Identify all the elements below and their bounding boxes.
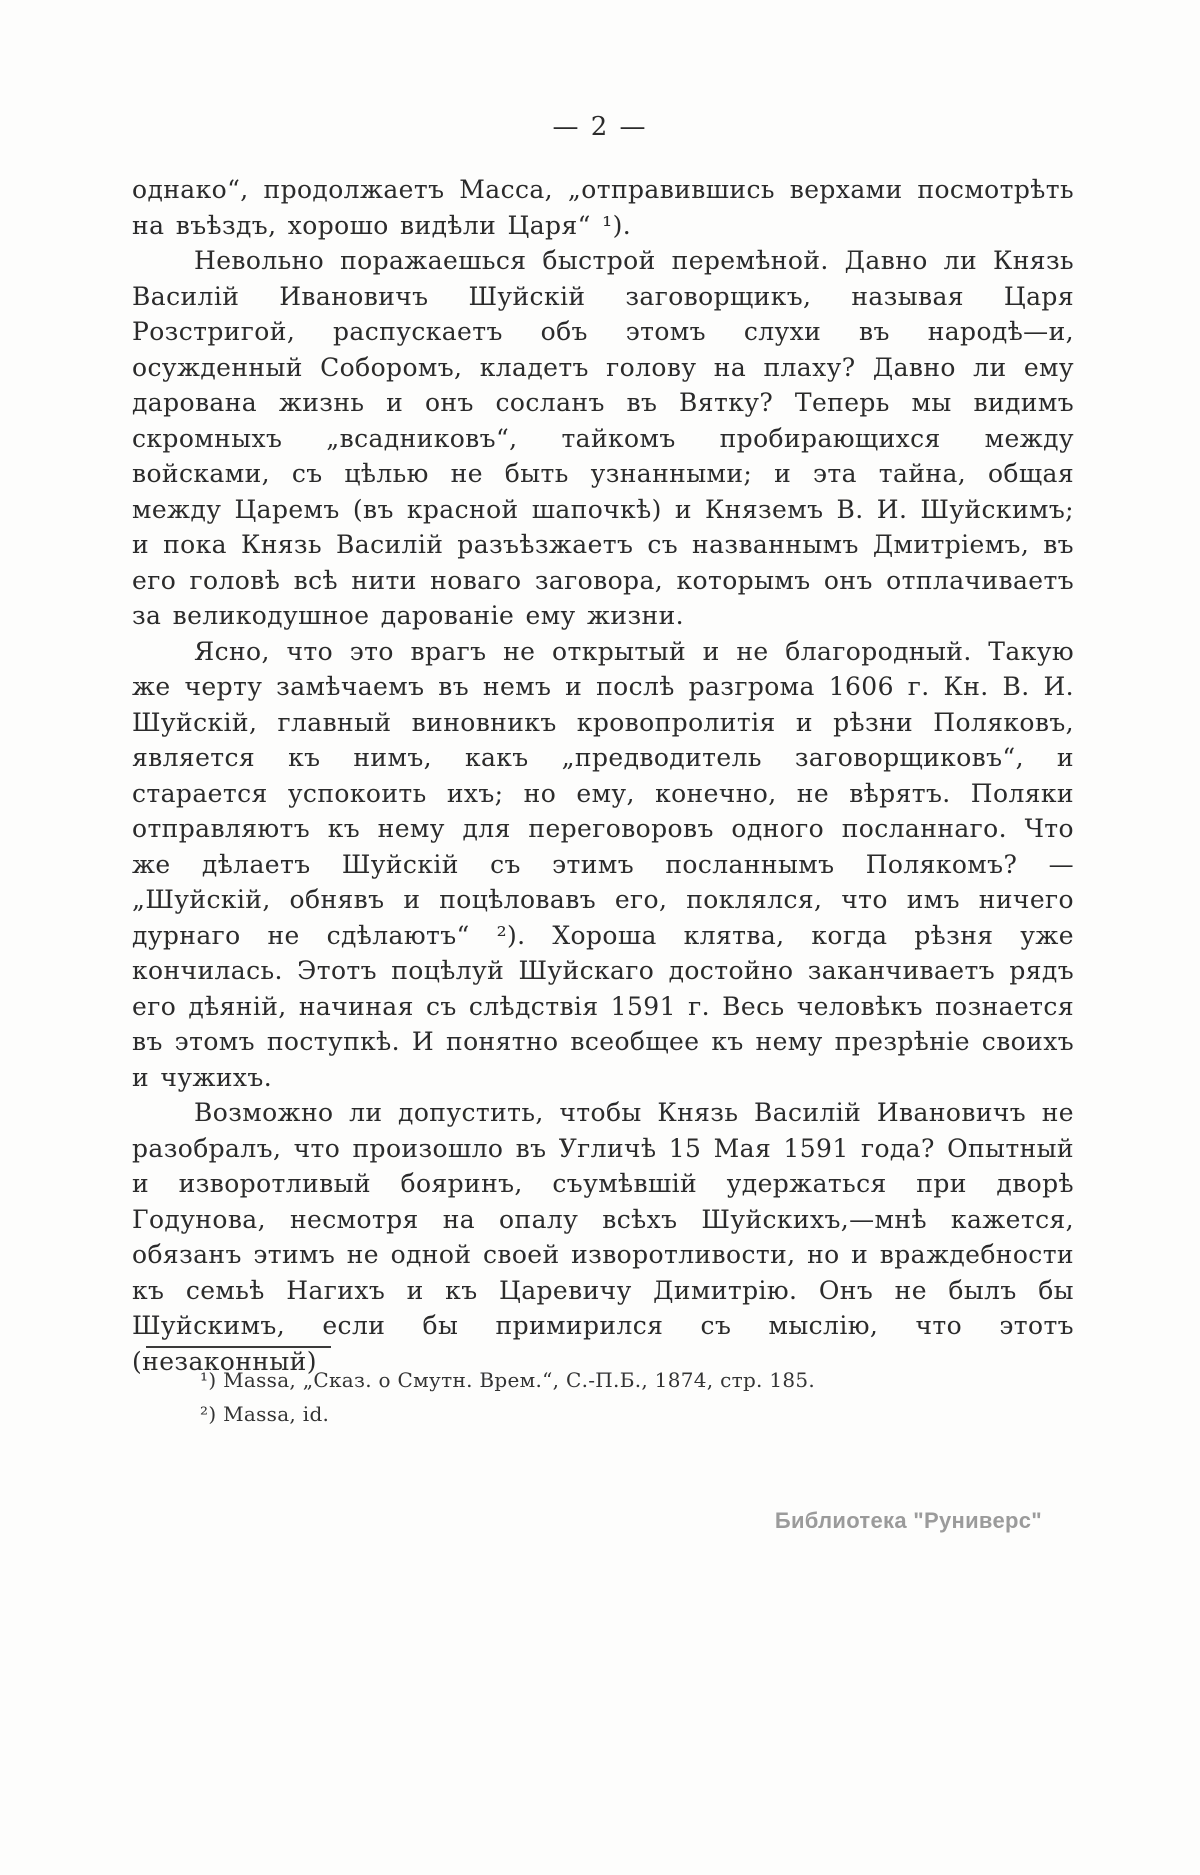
- footnotes-section: [132, 1338, 1074, 1434]
- footnote: ¹) Massa, „Сказ. о Смутн. Врем.“, С.-П.Б., 1874, стр. 185.: [200, 1368, 816, 1392]
- paragraph: Возможно ли допустить, чтобы Князь Василій Ивановичъ не разобралъ, что произошло въ Угличѣ 15 Мая 1591 года? Опытный и изворотливый бояринъ, съумѣвшій удержаться при дворѣ Годунова, несмотря на опалу всѣхъ Шуйскихъ,—мнѣ кажется, обязанъ этимъ не одной своей изворотливости, но и враждебности къ семьѣ Нагихъ и къ Царевичу Димитрію. Онъ не былъ бы Шуйскимъ, если бы примирился съ мыслію, что этотъ (незаконный): [132, 1098, 1074, 1376]
- library-watermark: Библиотека "Руниверс": [774, 1508, 1042, 1533]
- paragraph: Невольно поражаешься быстрой перемѣной. Давно ли Князь Василій Ивановичъ Шуйскій заговорщикъ, называя Царя Розстригой, распускаетъ объ этомъ слухи въ народѣ—и, осужденный Соборомъ, кладетъ голову на плаху? Давно ли ему дарована жизнь и онъ сосланъ въ Вятку? Теперь мы видимъ скромныхъ „всадниковъ“, тайкомъ пробирающихся между войсками, съ цѣлью не быть узнанными; и эта тайна, общая между Царемъ (въ красной шапочкѣ) и Княземъ В. И. Шуйскимъ; и пока Князь Василій разъѣзжаетъ съ названнымъ Дмитріемъ, въ его головѣ всѣ нити новаго заговора, которымъ онъ отплачиваетъ за великодушное дарованіе ему жизни.: [132, 246, 1074, 630]
- page-number: — 2 —: [552, 112, 648, 142]
- paragraph: Ясно, что это врагъ не открытый и не благородный. Такую же черту замѣчаемъ въ немъ и послѣ разгрома 1606 г. Кн. В. И. Шуйскій, главный виновникъ кровопролитія и рѣзни Поляковъ, является къ нимъ, какъ „предводитель заговорщиковъ“, и старается успокоить ихъ; но ему, конечно, не вѣрятъ. Поляки отправляютъ къ нему для переговоровъ одного посланнаго. Что же дѣлаетъ Шуйскій съ этимъ посланнымъ Полякомъ? — „Шуйскій, обнявъ и поцѣловавъ его, поклялся, что имъ ничего дурнаго не сдѣлаютъ“ ²). Хороша клятва, когда рѣзня уже кончилась. Этотъ поцѣлуй Шуйскаго достойно заканчиваетъ рядъ его дѣяній, начиная съ слѣдствія 1591 г. Весь человѣкъ познается въ этомъ поступкѣ. И понятно всеобщее къ нему презрѣніе своихъ и чужихъ.: [132, 636, 1074, 1092]
- page-body: [132, 172, 1074, 1379]
- footnote-separator: [146, 1346, 331, 1348]
- footnote: ²) Massa, id.: [200, 1402, 330, 1426]
- paragraph-continuation: однако“, продолжаетъ Масса, „отправившись верхами посмотрѣть на въѣздъ, хорошо видѣли Царя“ ¹).: [132, 175, 1074, 240]
